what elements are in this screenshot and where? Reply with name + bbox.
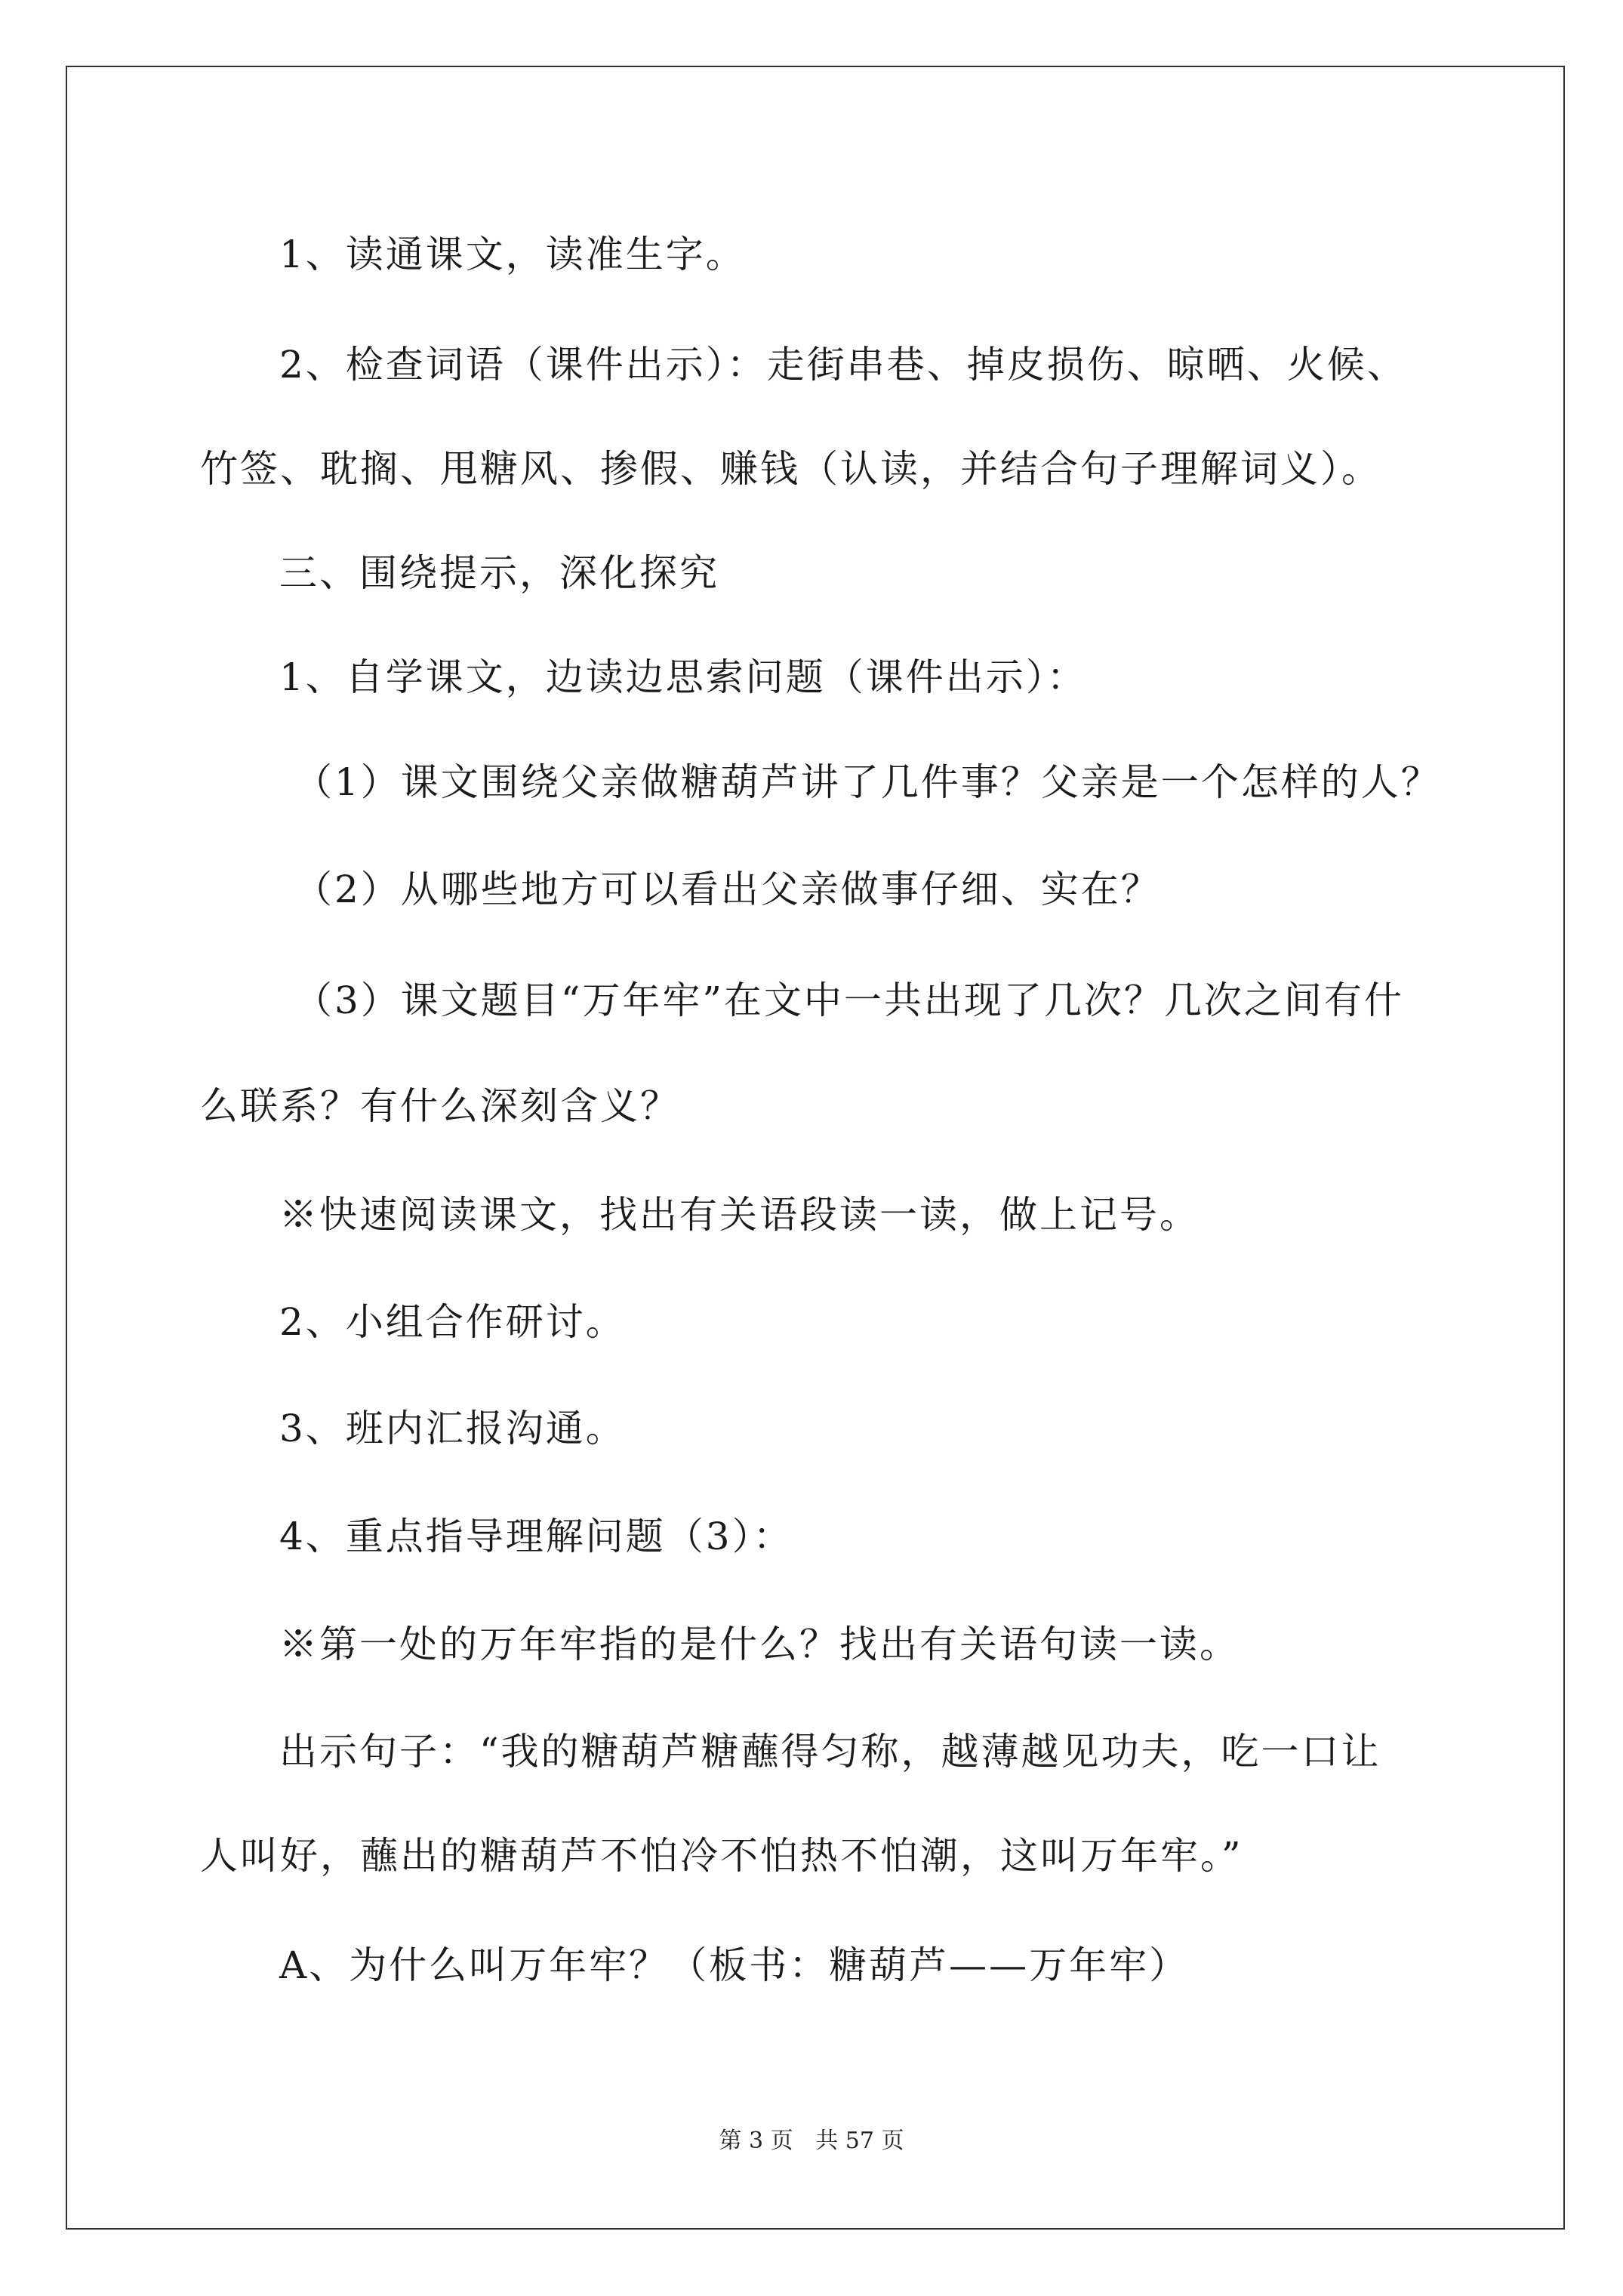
- quote-line: 出示句子：“我的糖葫芦糖蘸得匀称，越薄越见功夫，吃一口让: [279, 1730, 1381, 1774]
- text-line: 么联系？有什么深刻含义？: [200, 1084, 680, 1128]
- text-line: 3、班内汇报沟通。: [279, 1407, 626, 1450]
- text-line: 2、检查词语（课件出示）：走街串巷、掉皮损伤、晾晒、火候、: [279, 343, 1407, 387]
- question-line: （1）课文围绕父亲做糖葫芦讲了几件事？父亲是一个怎样的人？: [294, 760, 1441, 804]
- page-number: 第 3 页: [719, 2128, 793, 2154]
- text-line: ※快速阅读课文，找出有关语段读一读，做上记号。: [279, 1193, 1200, 1237]
- page-frame: [66, 66, 1565, 2230]
- quote-line: 人叫好，蘸出的糖葫芦不怕冷不怕热不怕潮，这叫万年牢。”: [200, 1834, 1243, 1878]
- text-line: 1、读通课文，读准生字。: [279, 233, 746, 276]
- page-total: 共 57 页: [815, 2128, 904, 2154]
- text-line: 2、小组合作研讨。: [279, 1300, 626, 1344]
- text-line: 竹签、耽搁、甩糖风、掺假、赚钱（认读，并结合句子理解词义）。: [200, 447, 1381, 491]
- question-line: （2）从哪些地方可以看出父亲做事仔细、实在？: [294, 868, 1161, 911]
- text-line: 1、自学课文，边读边思索问题（课件出示）：: [279, 655, 1087, 699]
- page-footer: [0, 2128, 1623, 2155]
- text-line: A、为什么叫万年牢？（板书：糖葫芦——万年牢）: [279, 1943, 1190, 1987]
- text-line: ※第一处的万年牢指的是什么？找出有关语句读一读。: [279, 1623, 1240, 1666]
- text-line: 4、重点指导理解问题（3）：: [279, 1515, 793, 1558]
- question-line: （3）课文题目“万年牢”在文中一共出现了几次？几次之间有什: [294, 978, 1404, 1022]
- section-heading: 三、围绕提示，深化探究: [279, 551, 719, 595]
